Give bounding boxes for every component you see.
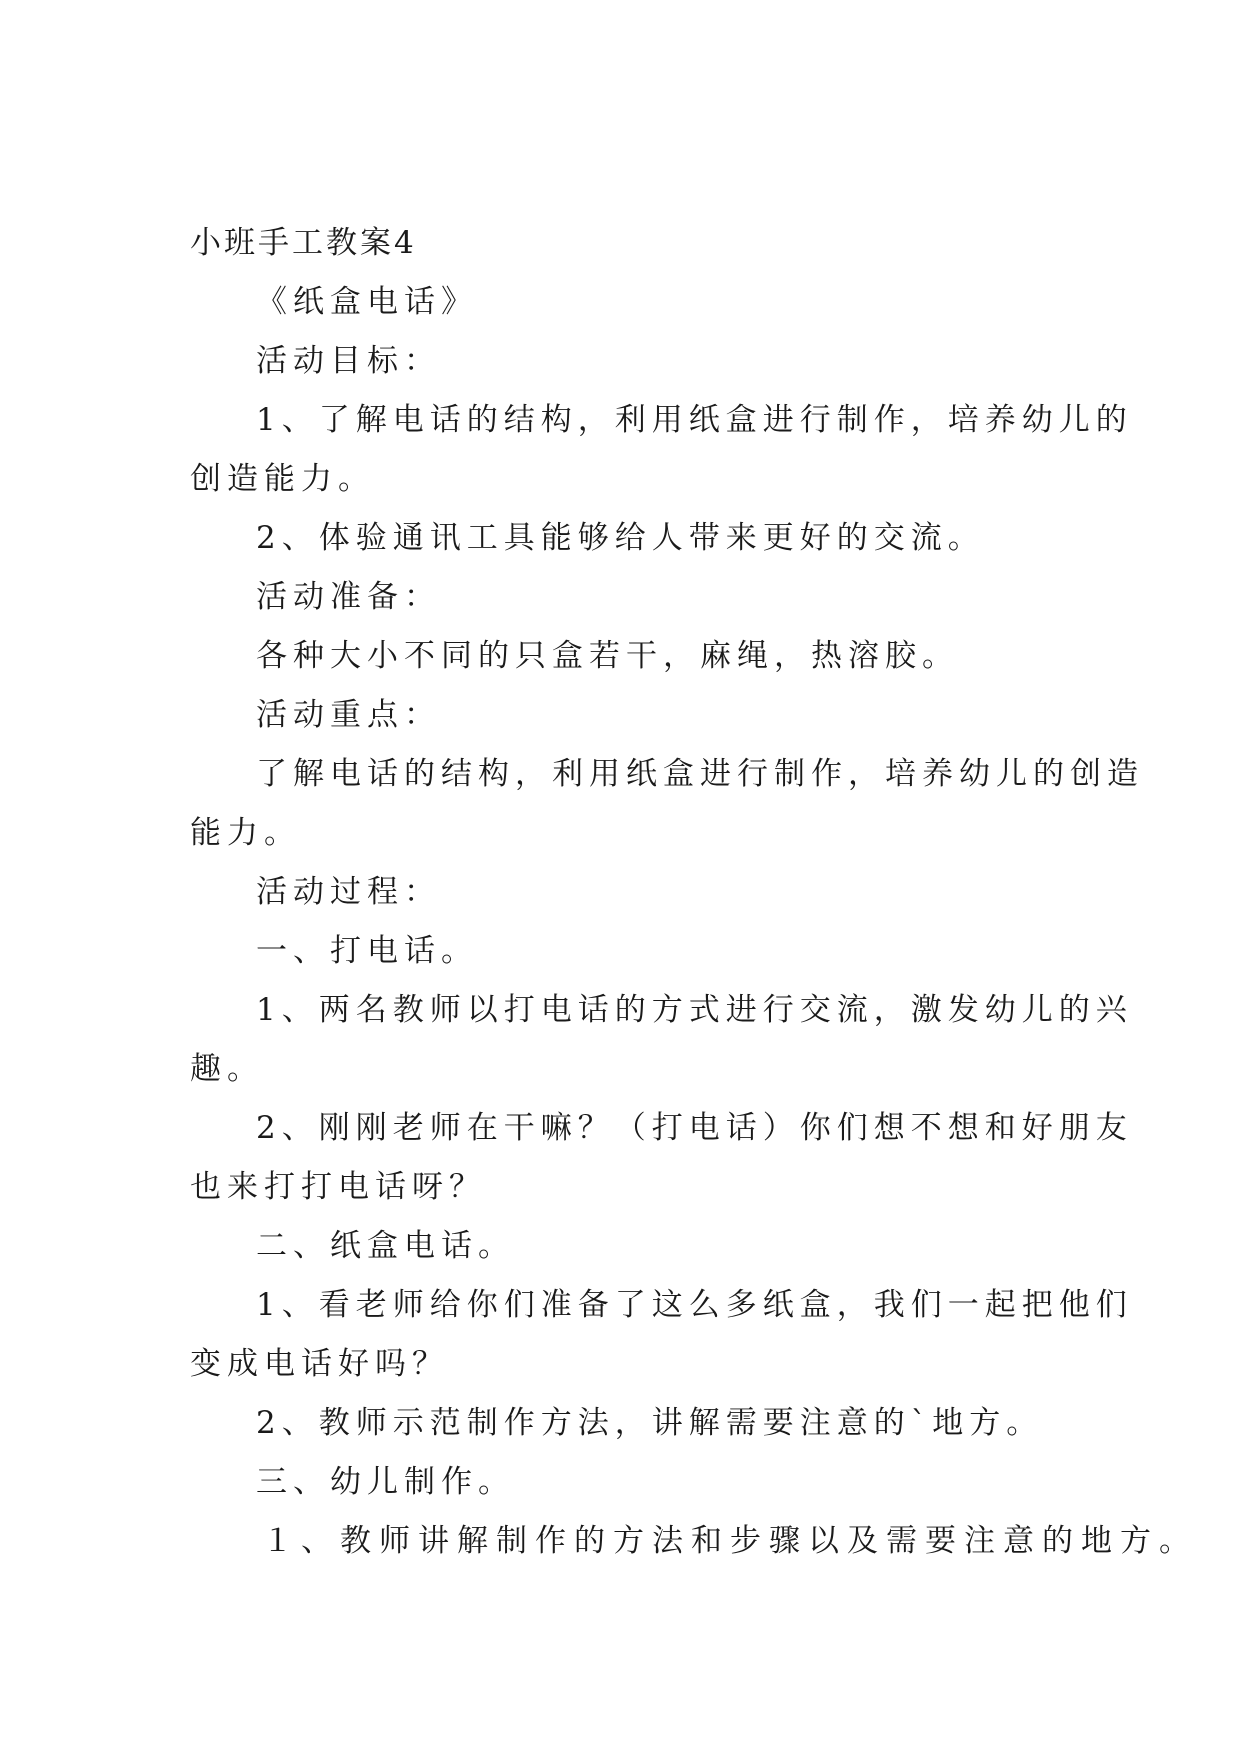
paragraph-line: 1、看老师给你们准备了这么多纸盒，我们一起把他们 [256, 1287, 1133, 1323]
section-heading-focus: 活动重点： [256, 697, 441, 733]
paragraph-line: 各种大小不同的只盒若干，麻绳，热溶胶。 [256, 638, 959, 674]
paragraph-line: 2、教师示范制作方法，讲解需要注意的`地方。 [256, 1405, 1044, 1441]
paragraph-line: 了解电话的结构，利用纸盒进行制作，培养幼儿的创造 [256, 756, 1144, 792]
section-heading-process: 活动过程： [256, 874, 441, 910]
paragraph-line: １、教师讲解制作的方法和步骤以及需要注意的地方。 [262, 1523, 1198, 1559]
paragraph-line: 1、了解电话的结构，利用纸盒进行制作，培养幼儿的 [256, 402, 1133, 438]
document-title: 小班手工教案4 [190, 225, 417, 261]
section-heading-goals: 活动目标： [256, 343, 441, 379]
paragraph-line: 变成电话好吗？ [190, 1346, 449, 1382]
paragraph-line: 也来打打电话呀？ [190, 1169, 486, 1205]
paragraph-line: 趣。 [190, 1051, 264, 1087]
section-heading-preparation: 活动准备： [256, 579, 441, 615]
step-heading: 二、纸盒电话。 [256, 1228, 515, 1264]
paragraph-line: 2、体验通讯工具能够给人带来更好的交流。 [256, 520, 985, 556]
document-body [190, 214, 1198, 1571]
paragraph-line: 2、刚刚老师在干嘛？（打电话）你们想不想和好朋友 [256, 1110, 1133, 1146]
paragraph-line: 创造能力。 [190, 461, 375, 497]
paragraph-line: 1、两名教师以打电话的方式进行交流，激发幼儿的兴 [256, 992, 1133, 1028]
paragraph-line: 能力。 [190, 815, 301, 851]
step-heading: 一、打电话。 [256, 933, 478, 969]
lesson-name: 《纸盒电话》 [256, 284, 478, 320]
step-heading: 三、幼儿制作。 [256, 1464, 515, 1500]
